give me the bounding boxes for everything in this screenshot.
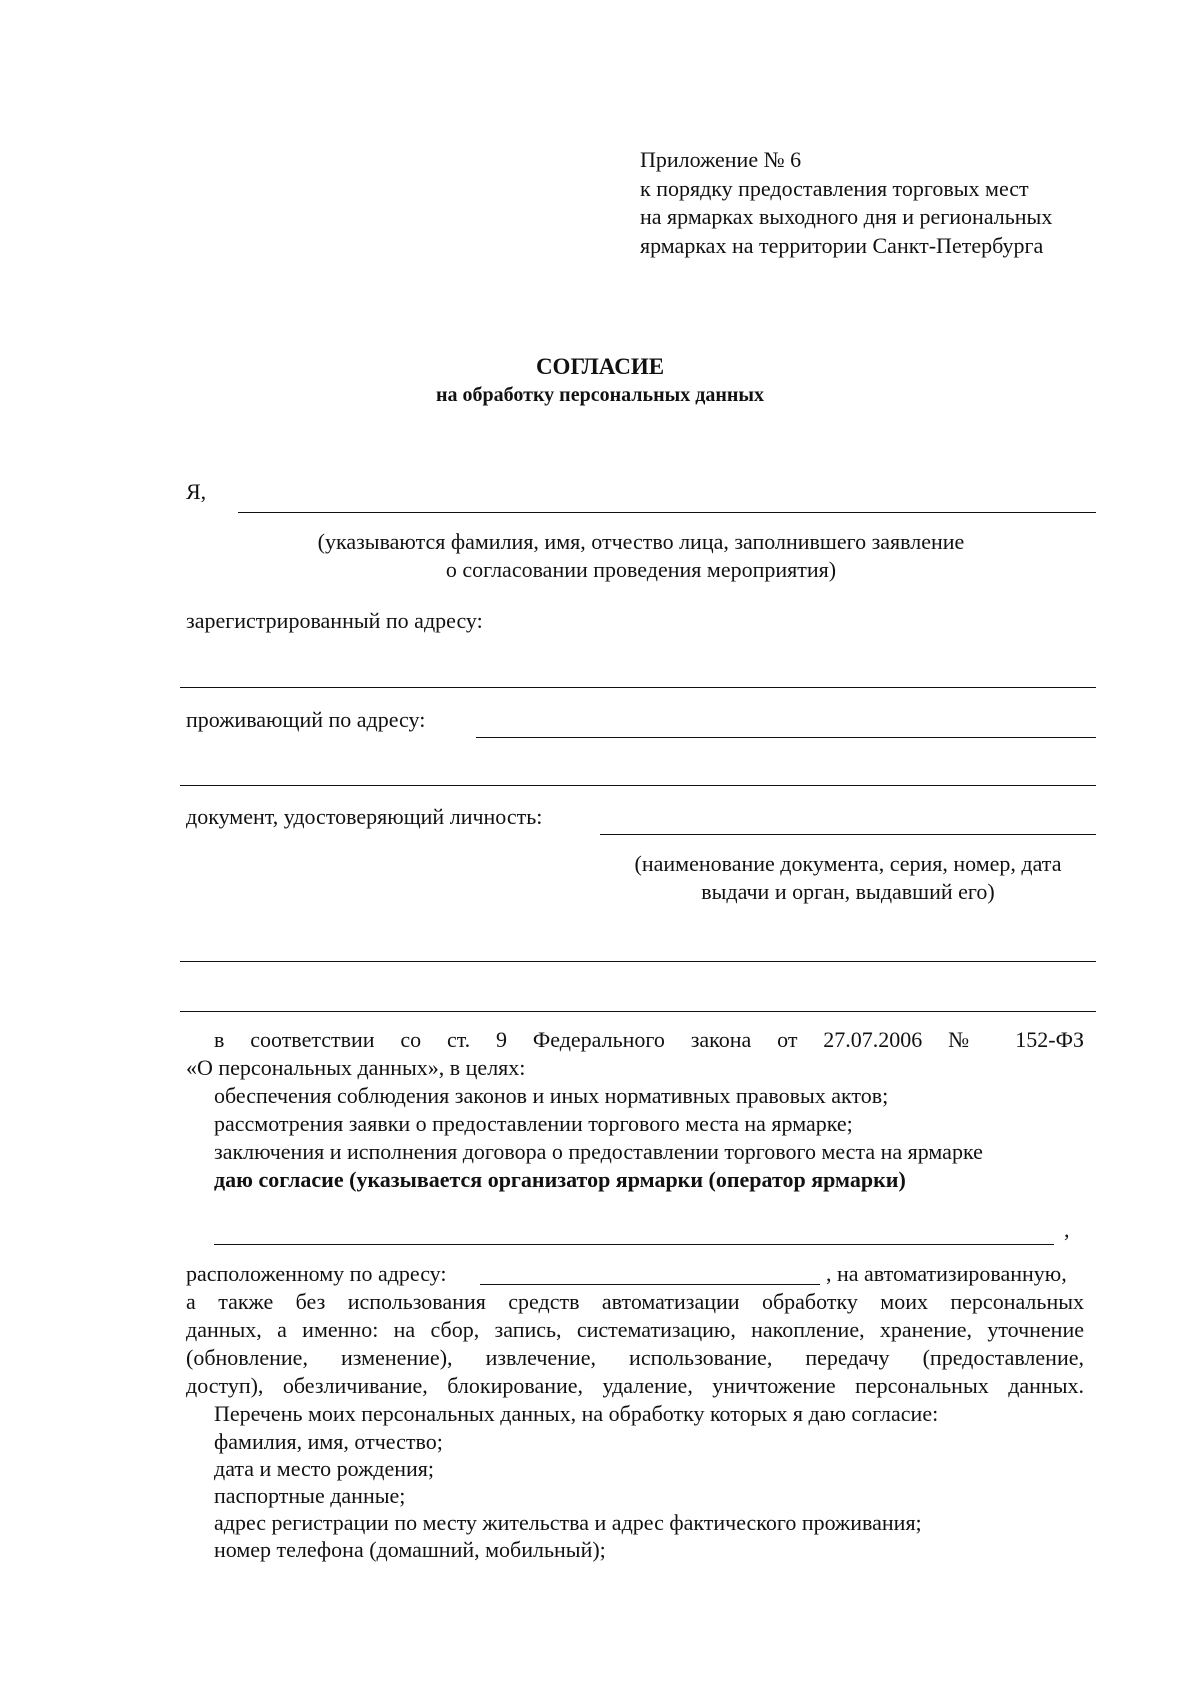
processing-text: доступ), обезличивание, блокирование, удаление, уничтожение персональных данных. xyxy=(186,1373,1084,1398)
registered-label: зарегистрированный по адресу: xyxy=(186,608,483,633)
living-label: проживающий по адресу: xyxy=(186,707,426,732)
fio-hint: о согласовании проведения мероприятия) xyxy=(445,557,837,582)
appendix-number: Приложение № 6 xyxy=(640,147,802,172)
processing-text: данных, а именно: на сбор, запись, систематизацию, накопление, хранение, уточнение xyxy=(186,1317,1084,1342)
located-label: расположенному по адресу: xyxy=(186,1261,447,1286)
list-item: адрес регистрации по месту жительства и адрес фактического проживания; xyxy=(214,1510,922,1535)
document-hint: выдачи и орган, выдавший его) xyxy=(701,879,995,904)
living-address-line-2[interactable] xyxy=(180,785,1096,786)
list-item: фамилия, имя, отчество; xyxy=(214,1429,443,1454)
personal-data-list xyxy=(214,1428,922,1563)
fio-field-line[interactable] xyxy=(238,512,1096,513)
document-hint: (наименование документа, серия, номер, дата xyxy=(634,851,1062,876)
list-item: дата и место рождения; xyxy=(214,1456,435,1481)
list-item: паспортные данные; xyxy=(214,1483,406,1508)
appendix-line: на ярмарках выходного дня и региональных xyxy=(640,204,1053,229)
law-reference-cont: «О персональных данных», в целях: xyxy=(186,1055,526,1080)
purpose-item: рассмотрения заявки о предоставлении торгового места на ярмарке; xyxy=(214,1111,853,1136)
list-item: номер телефона (домашний, мобильный); xyxy=(214,1537,606,1562)
appendix-line: ярмарках на территории Санкт-Петербурга xyxy=(640,233,1044,258)
document-label: документ, удостоверяющий личность: xyxy=(186,804,543,829)
located-tail: , на автоматизированную, xyxy=(826,1261,1067,1286)
document-subtitle: на обработку персональных данных xyxy=(436,384,764,406)
registered-address-line[interactable] xyxy=(180,687,1096,688)
processing-text: а также без использования средств автоматизации обработку моих персональных xyxy=(186,1289,1084,1314)
law-reference: в соответствии со ст. 9 Федерального закона от 27.07.2006 № 152-ФЗ xyxy=(214,1027,1084,1052)
organizer-field-line[interactable] xyxy=(214,1244,1054,1245)
appendix-line: к порядку предоставления торговых мест xyxy=(640,176,1029,201)
document-title: СОГЛАСИЕ xyxy=(535,354,665,379)
organizer-comma: , xyxy=(1064,1217,1070,1242)
purpose-item: обеспечения соблюдения законов и иных нормативных правовых актов; xyxy=(214,1083,889,1108)
processing-text: (обновление, изменение), извлечение, использование, передачу (предоставление, xyxy=(186,1345,1084,1370)
i-label: Я, xyxy=(186,479,207,504)
living-address-line[interactable] xyxy=(476,737,1096,738)
fio-hint: (указываются фамилия, имя, отчество лица, заполнившего заявление xyxy=(317,529,965,554)
document-field-line-2[interactable] xyxy=(180,961,1096,962)
document-field-line-3[interactable] xyxy=(180,1011,1096,1012)
consent-statement: даю согласие (указывается организатор ярмарки (оператор ярмарки) xyxy=(214,1167,906,1192)
list-intro: Перечень моих персональных данных, на обработку которых я даю согласие: xyxy=(214,1401,939,1426)
document-field-line[interactable] xyxy=(600,834,1096,835)
purpose-item: заключения и исполнения договора о предоставлении торгового места на ярмарке xyxy=(214,1139,983,1164)
located-address-line[interactable] xyxy=(480,1284,820,1285)
